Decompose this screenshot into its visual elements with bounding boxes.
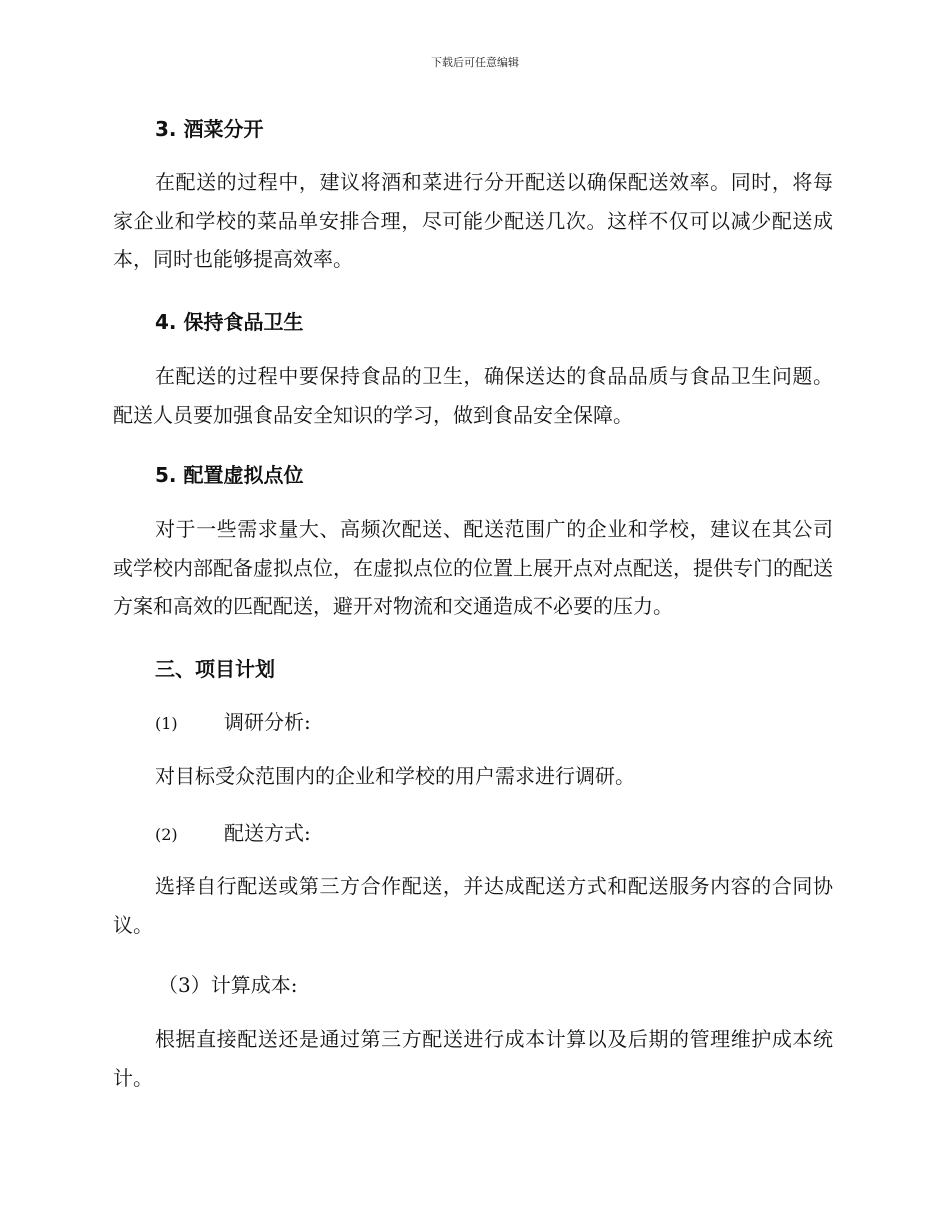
plan-item-2-paragraph: 选择自行配送或第三方合作配送，并达成配送方式和配送服务内容的合同协议。 [113,874,833,937]
plan-item-2-number: (2) [155,825,178,844]
plan-item-1-paragraph: 对目标受众范围内的企业和学校的用户需求进行调研。 [155,764,635,788]
section-paragraph-3: 在配送的过程中，建议将酒和菜进行分开配送以确保配送效率。同时，将每家企业和学校的菜品单安排合理，尽可能少配送几次。这样不仅可以减少配送成本，同时也能够提高效率。 [113,170,833,271]
plan-item-1-label: 调研分析: [224,710,311,734]
section-paragraph-4: 在配送的过程中要保持食品的卫生，确保送达的食品品质与食品卫生问题。配送人员要加强食品安全知识的学习，做到食品安全保障。 [113,364,833,427]
plan-item-2 [113,818,875,850]
section-heading-4: 4. 保持食品卫生 [155,310,304,334]
plan-item-3 [113,970,878,1000]
plan-item-3-label: 计算成本: [210,973,298,997]
plan-item-3-paragraph: 根据直接配送还是通过第三方配送进行成本计算以及后期的管理维护成本统计。 [113,1027,833,1090]
project-plan-heading: 三、项目计划 [155,657,275,681]
plan-item-2-label: 配送方式: [224,821,311,845]
page-header-note: 下载后可任意编辑 [431,56,519,69]
section-heading-5: 5. 配置虚拟点位 [155,463,304,487]
section-heading-3: 3. 酒菜分开 [155,117,264,141]
section-paragraph-5: 对于一些需求量大、高频次配送、配送范围广的企业和学校，建议在其公司或学校内部配备虚拟点位，在虚拟点位的位置上展开点对点配送，提供专门的配送方案和高效的匹配配送，避开对物流和交通造成不必要的压力。 [113,517,833,618]
plan-item-3-number: （3） [158,973,211,997]
plan-item-1-number: (1) [155,714,178,733]
plan-item-1 [113,707,875,739]
